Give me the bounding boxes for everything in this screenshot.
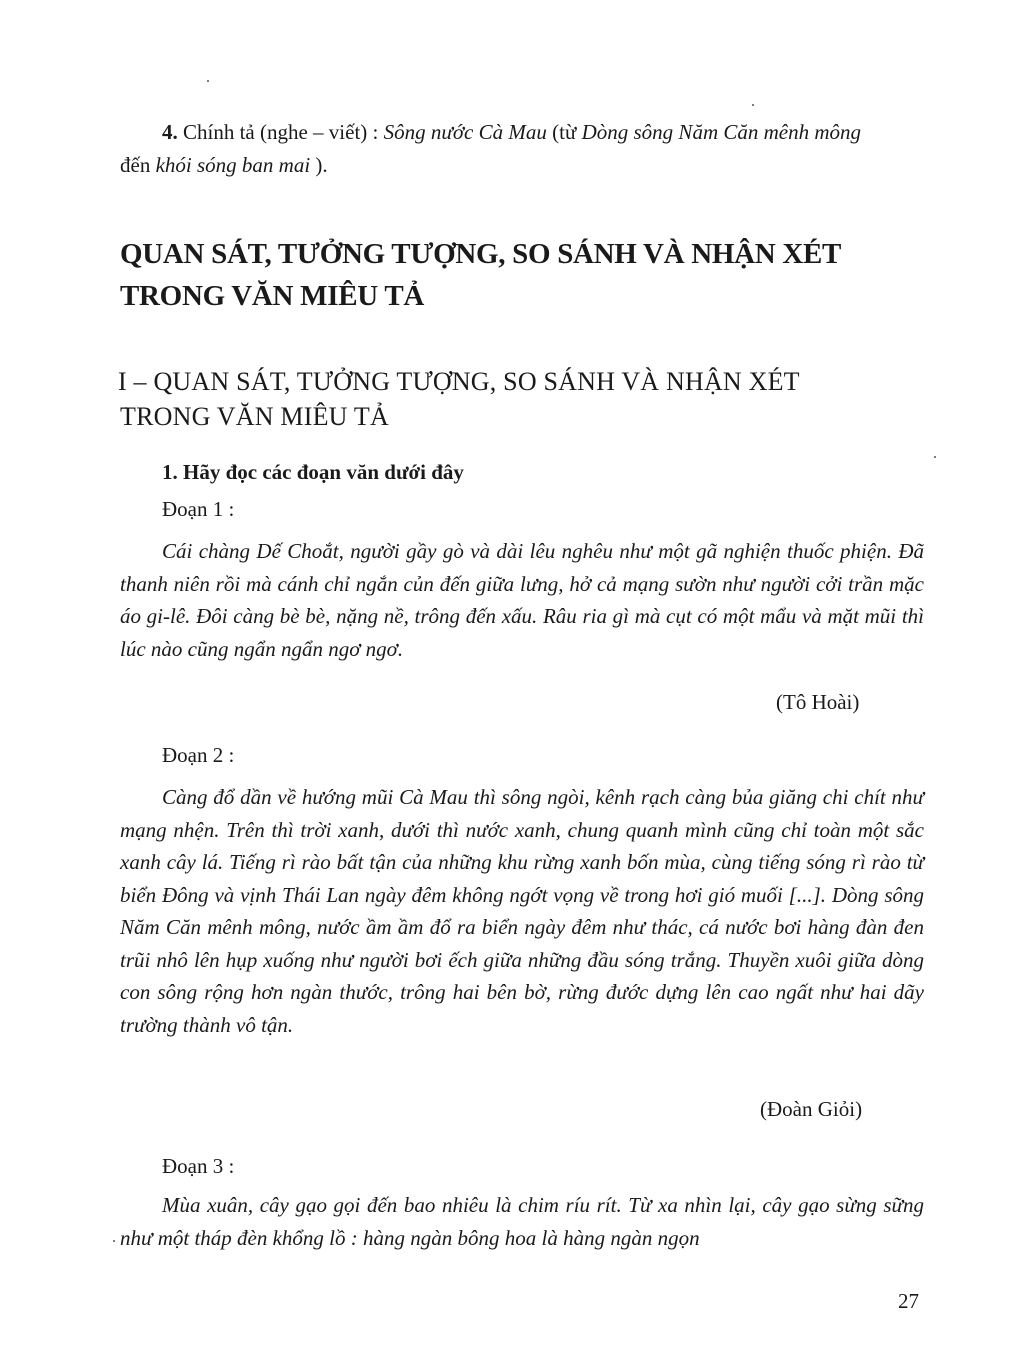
- passage-text: Mùa xuân, cây gạo gọi đến bao nhiêu là chim ríu rít. Từ xa nhìn lại, cây gạo sừng sững như một tháp đèn khổng lồ : hàng ngàn bông hoa là hàng ngàn ngọn: [120, 1193, 924, 1250]
- intro-text: ).: [310, 153, 328, 177]
- passage-label: Đoạn 3 :: [162, 1154, 235, 1178]
- scan-speck: [113, 1240, 115, 1242]
- passage-author: (Đoàn Giỏi): [760, 1097, 863, 1121]
- intro-number: 4.: [162, 120, 178, 144]
- main-title-line-1: QUAN SÁT, TƯỞNG TƯỢNG, SO SÁNH VÀ NHẬN XÉT: [120, 238, 842, 270]
- scan-speck: [207, 80, 209, 82]
- intro-text: (từ: [546, 120, 582, 144]
- main-title-line-2: TRONG VĂN MIÊU TẢ: [120, 280, 425, 312]
- page-number: 27: [898, 1289, 919, 1313]
- intro-to: khói sóng ban mai: [155, 153, 311, 177]
- intro-line-1: [162, 116, 861, 148]
- scan-speck: [752, 104, 754, 106]
- task-heading: 1. Hãy đọc các đoạn văn dưới đây: [162, 460, 464, 484]
- intro-text: đến: [120, 153, 156, 177]
- passage-label: Đoạn 2 :: [162, 743, 235, 767]
- passage-text: Cái chàng Dế Choắt, người gầy gò và dài lêu nghêu như một gã nghiện thuốc phiện. Đã thanh niên rồi mà cánh chỉ ngắn củn đến giữa lưng, hở cả mạng sườn như người cởi trần mặc áo gi-lê. Đôi càng bè bè, nặng nề, trông đến xấu. Râu ria gì mà cụt có một mẩu và mặt mũi thì lúc nào cũng ngẩn ngẩn ngơ ngơ.: [120, 539, 924, 661]
- passage-author: (Tô Hoài): [776, 690, 860, 714]
- scan-speck: [934, 456, 936, 458]
- intro-text: Chính tả (nghe – viết) :: [177, 120, 384, 144]
- intro-from: Dòng sông Năm Căn mênh mông: [581, 120, 862, 144]
- intro-work-title: Sông nước Cà Mau: [383, 120, 547, 144]
- intro-line-2: [120, 149, 328, 181]
- passage-text: Càng đổ dần về hướng mũi Cà Mau thì sông ngòi, kênh rạch càng bủa giăng chi chít như mạng nhện. Trên thì trời xanh, dưới thì nước xanh, chung quanh mình cũng chỉ toàn một sắc xanh cây lá. Tiếng rì rào bất tận của những khu rừng xanh bốn mùa, cùng tiếng sóng rì rào từ biển Đông và vịnh Thái Lan ngày đêm không ngớt vọng về trong hơi gió muối [...]. Dòng sông Năm Căn mênh mông, nước ầm ầm đổ ra biển ngày đêm như thác, cá nước bơi hàng đàn đen trũi nhô lên hụp xuống như người bơi ếch giữa những đầu sóng trắng. Thuyền xuôi giữa dòng con sông rộng hơn ngàn thước, trông hai bên bờ, rừng đước dựng lên cao ngất như hai dãy trường thành vô tận.: [120, 785, 924, 1037]
- passage-label: Đoạn 1 :: [162, 497, 235, 521]
- section-title-line-1: I – QUAN SÁT, TƯỞNG TƯỢNG, SO SÁNH VÀ NHẬN XÉT: [118, 367, 800, 396]
- section-title-line-2: TRONG VĂN MIÊU TẢ: [120, 402, 389, 431]
